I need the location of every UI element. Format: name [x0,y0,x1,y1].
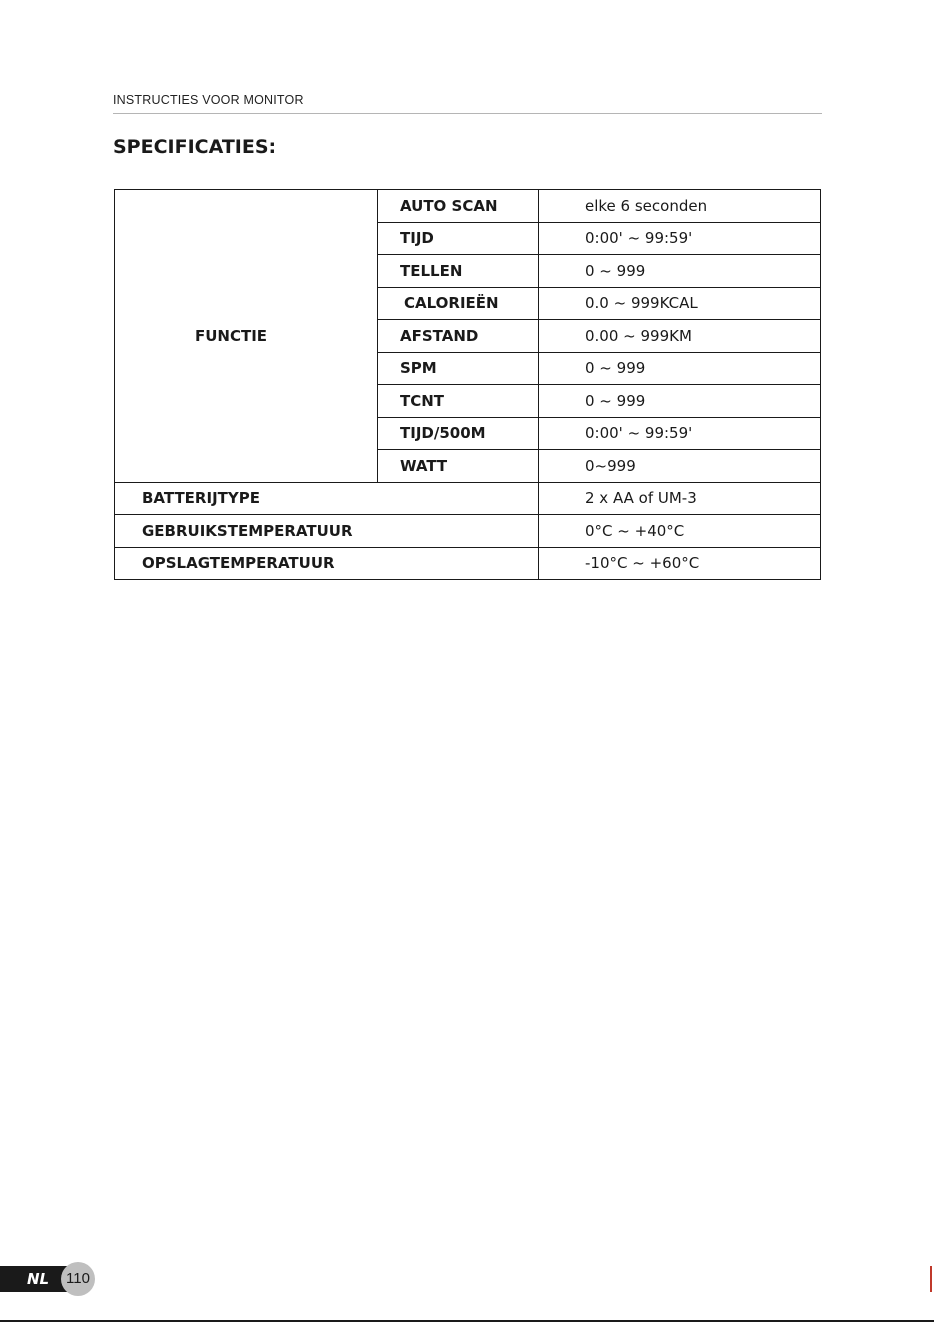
language-code: NL [27,1270,50,1288]
specifications-table [114,189,821,580]
spec-label-count: TELLEN [378,255,539,288]
spec-label-calories: CALORIEËN [378,287,539,320]
page-edge-mark [930,1266,932,1292]
spec-label-operating-temperature: GEBRUIKSTEMPERATUUR [115,515,539,548]
spec-label-battery-type: BATTERIJTYPE [115,482,539,515]
table-row [115,515,821,548]
spec-value-distance: 0.00 ~ 999KM [539,320,821,353]
spec-label-distance: AFSTAND [378,320,539,353]
spec-value-spm: 0 ~ 999 [539,352,821,385]
spec-label-storage-temperature: OPSLAGTEMPERATUUR [115,547,539,580]
spec-value-auto-scan: elke 6 seconden [539,190,821,223]
spec-value-time-500m: 0:00' ~ 99:59' [539,417,821,450]
header-divider [113,113,822,114]
spec-label-auto-scan: AUTO SCAN [378,190,539,223]
spec-label-time: TIJD [378,222,539,255]
spec-value-time: 0:00' ~ 99:59' [539,222,821,255]
spec-label-time-500m: TIJD/500M [378,417,539,450]
spec-value-tcnt: 0 ~ 999 [539,385,821,418]
spec-value-watt: 0~999 [539,450,821,483]
section-title: SPECIFICATIES: [113,136,277,158]
spec-value-storage-temperature: -10°C ~ +60°C [539,547,821,580]
table-row [115,547,821,580]
page-number-badge: 110 [61,1262,95,1296]
table-row [115,482,821,515]
bottom-divider [0,1320,934,1322]
spec-value-operating-temperature: 0°C ~ +40°C [539,515,821,548]
spec-label-tcnt: TCNT [378,385,539,418]
spec-label-spm: SPM [378,352,539,385]
spec-label-watt: WATT [378,450,539,483]
spec-value-calories: 0.0 ~ 999KCAL [539,287,821,320]
spec-value-battery-type: 2 x AA of UM-3 [539,482,821,515]
running-header: INSTRUCTIES VOOR MONITOR [113,93,304,107]
table-row [115,190,821,223]
spec-value-count: 0 ~ 999 [539,255,821,288]
function-group-label: FUNCTIE [115,190,378,483]
